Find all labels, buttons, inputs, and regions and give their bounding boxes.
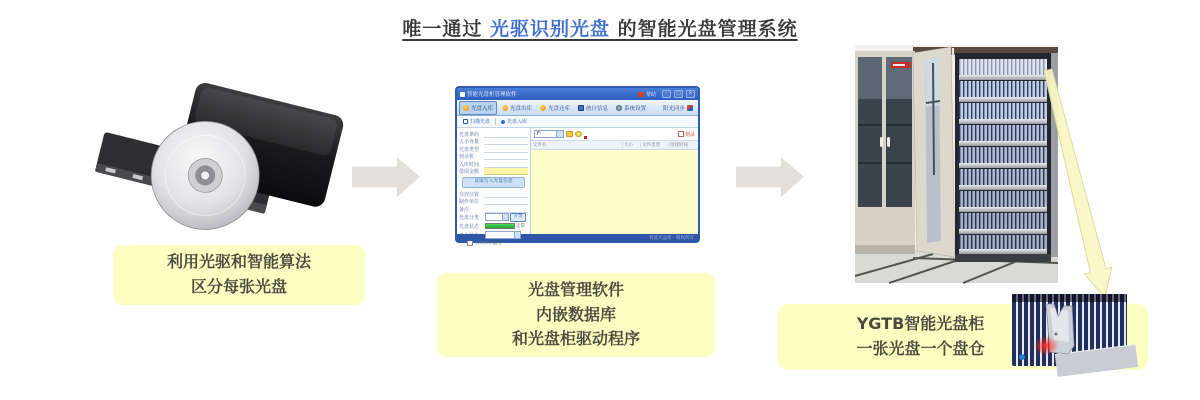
title-prefix: 唯一通过 bbox=[402, 18, 490, 40]
form-panel bbox=[457, 128, 531, 246]
disc-status-row: 光盘状态 正常 bbox=[459, 223, 525, 230]
toolbar-disc-out-button: 光盘出库 bbox=[499, 102, 535, 114]
toolbar-sync-button: 阳光同步 bbox=[660, 102, 696, 114]
form-row: 刻录机 bbox=[459, 153, 528, 161]
folder-icon bbox=[566, 131, 573, 137]
red-marker-icon bbox=[584, 136, 587, 139]
auto-eject-checkbox-row: 自动弹出盘仓 bbox=[467, 240, 528, 247]
form-row: 大小容量 bbox=[459, 138, 528, 146]
minimize-icon: – bbox=[662, 90, 671, 98]
dot-icon bbox=[501, 120, 505, 124]
caption-line: 利用光驱和智能算法 bbox=[166, 252, 311, 272]
disc-return-icon bbox=[540, 105, 546, 111]
page-title bbox=[0, 14, 1200, 41]
file-browser-toolbar bbox=[531, 128, 698, 141]
toolbar-settings-button: 系统设置 bbox=[613, 102, 649, 114]
tab-scan-disc: 扫描光盘 bbox=[463, 118, 490, 125]
caption-drive bbox=[113, 245, 365, 305]
title-suffix: 的智能光盘管理系统 bbox=[610, 18, 798, 40]
maximize-icon: □ bbox=[674, 90, 683, 98]
toolbar bbox=[457, 100, 698, 116]
extractor-arm bbox=[1012, 294, 1127, 366]
file-browser-panel bbox=[531, 128, 698, 234]
form-row: 光盘类型 bbox=[459, 145, 528, 153]
flow-arrow-2 bbox=[736, 157, 804, 197]
disc-out-icon bbox=[502, 105, 508, 111]
statusbar: 智能光盘柜 - 版权所有 bbox=[457, 234, 698, 241]
form-row: 入库时间 bbox=[459, 160, 528, 168]
caption-line: 内嵌数据库 bbox=[535, 304, 616, 324]
closed-cabinet bbox=[855, 51, 915, 254]
classify-row: 光盘分类 分类 bbox=[459, 213, 528, 222]
form-row: 借阅金额 bbox=[459, 168, 528, 176]
burn-checkbox-row: 刻录 bbox=[678, 131, 695, 138]
app-icon bbox=[460, 92, 465, 97]
sync-icon bbox=[687, 105, 693, 111]
scan-icon bbox=[463, 119, 468, 124]
tab-row bbox=[457, 116, 698, 128]
disc-slot-closeup-photo bbox=[1012, 294, 1127, 366]
gear-icon bbox=[616, 105, 622, 111]
window-title: 智能光盘柜管理软件 bbox=[467, 92, 517, 98]
title-link[interactable]: 光驱识别光盘 bbox=[489, 18, 610, 40]
caption-line: 光盘管理软件 bbox=[527, 279, 624, 299]
open-door bbox=[913, 47, 956, 257]
form-row: 备注 bbox=[459, 205, 528, 213]
checkbox-icon bbox=[678, 131, 684, 137]
disc-icon bbox=[575, 131, 582, 137]
toolbar-disc-return-button: 光盘还库 bbox=[537, 102, 573, 114]
disc-cabinet-photo bbox=[855, 45, 1058, 283]
help-label: 帮助 bbox=[645, 91, 656, 98]
caption-line: 一张光盘一个盘仓 bbox=[856, 339, 985, 358]
disc-in-icon bbox=[463, 105, 469, 111]
caption-software bbox=[437, 273, 715, 357]
classify-button: 分类 bbox=[510, 213, 526, 222]
toolbar-disc-in-button: 光盘入库 bbox=[459, 101, 497, 115]
file-list-header: 文件名 大小 文件类型 创建时间 bbox=[531, 141, 698, 150]
slot-select bbox=[485, 231, 521, 239]
stats-icon bbox=[578, 105, 584, 111]
form-row: 制作单位 bbox=[459, 198, 528, 206]
optical-drive-photo bbox=[98, 86, 363, 251]
read-disc-button: 读取写入光盘信息 bbox=[462, 177, 525, 188]
progress-bar bbox=[485, 223, 515, 229]
form-row: 光盘条码 bbox=[459, 130, 528, 138]
caption-line: 和光盘柜驱动程序 bbox=[511, 329, 640, 349]
red-led-glow bbox=[1033, 336, 1059, 356]
form-row: 存放位置 bbox=[459, 190, 528, 198]
help-icon bbox=[638, 92, 644, 97]
window-titlebar bbox=[457, 88, 698, 100]
caption-line: 区分每张光盘 bbox=[190, 277, 287, 296]
software-window-screenshot bbox=[455, 86, 700, 246]
toolbar-stats-button: 统计信息 bbox=[575, 102, 611, 114]
callout-arrow bbox=[1040, 60, 1125, 310]
file-list-area bbox=[531, 150, 698, 234]
classify-select bbox=[485, 213, 509, 221]
caption-line: YGTB智能光盘柜 bbox=[856, 314, 985, 334]
tab-disc-in: 光盘入库 bbox=[495, 118, 527, 125]
close-icon: × bbox=[686, 90, 695, 98]
drive-select: F: bbox=[534, 130, 564, 138]
